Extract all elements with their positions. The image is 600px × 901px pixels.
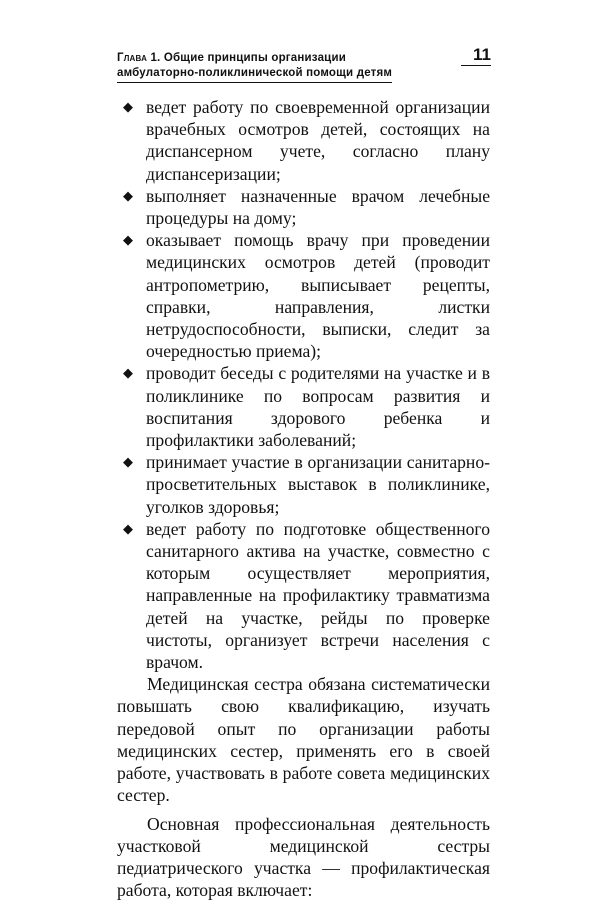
diamond-bullet-icon: ◆ [123,518,133,540]
bullet-text: проводит беседы с родителями на участке и в поликлинике по вопросам развития и воспитания здорового ребенка и профилактики заболеваний; [146,363,490,450]
bullet-text: принимает участие в организации санитарно-просветительных выставок в поликлинике, уголков здоровья; [146,452,490,516]
bullet-item [117,451,490,518]
running-head [117,51,487,83]
bullet-item [117,96,490,185]
paragraph-main-activity: Основная профессиональная деятельность участковой медицинской сестры педиатрического участка — профилактическая работа, которая включает: [117,813,490,901]
bullet-list [117,96,490,673]
bullet-text: ведет работу по подготовке общественного санитарного актива на участке, совместно с которым осуществляет мероприятия, направленные на профилактику травматизма детей на участке, рейды по проверке чистоты, организует встречи населения с врачом. [146,519,490,672]
chapter-title-line-1: Общие принципы организации [164,52,346,64]
diamond-bullet-icon: ◆ [123,362,133,384]
bullet-item [117,518,490,673]
bullet-item [117,185,490,229]
bullet-text: ведет работу по своевременной организации врачебных осмотров детей, состоящих на диспансерном учете, согласно плану диспансеризации; [146,97,490,184]
bullet-item [117,229,490,362]
paragraph-qualification: Медицинская сестра обязана систематически повышать свою квалификацию, изучать передовой опыт по организации работы медицинских сестер, применять его в своей работе, участвовать в работе совета медицинских сестер. [117,673,490,806]
bullet-text: выполняет назначенные врачом лечебные процедуры на дому; [146,186,490,228]
diamond-bullet-icon: ◆ [123,229,133,251]
diamond-bullet-icon: ◆ [123,451,133,473]
diamond-bullet-icon: ◆ [123,96,133,118]
page-number: 11 [461,45,491,66]
chapter-label: Глава 1. [117,52,160,64]
chapter-title-line-2: амбулаторно-поликлинической помощи детям [117,66,392,83]
running-head-line-1 [117,51,487,66]
bullet-item [117,362,490,451]
body-text [117,96,490,901]
diamond-bullet-icon: ◆ [123,185,133,207]
bullet-text: оказывает помощь врачу при проведении медицинских осмотров детей (проводит антропометрию, выписывает рецепты, справки, направления, листки нетрудоспособности, выписки, следит за очередностью приема); [146,230,490,361]
